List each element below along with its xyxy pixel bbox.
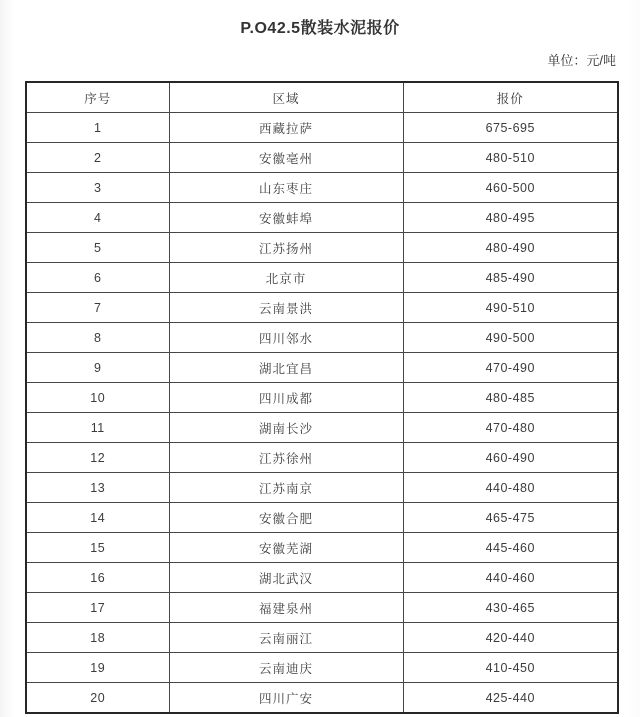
table-row: [26, 203, 618, 233]
price-cell: 480-495: [403, 203, 618, 233]
price-cell: 460-500: [403, 173, 618, 203]
table-row: [26, 233, 618, 263]
row-index-cell: 13: [26, 473, 169, 503]
table-row: [26, 683, 618, 714]
price-cell: 675-695: [403, 113, 618, 143]
region-cell: 安徽亳州: [169, 143, 403, 173]
region-cell: 安徽合肥: [169, 503, 403, 533]
row-index-cell: 4: [26, 203, 169, 233]
region-cell: 安徽蚌埠: [169, 203, 403, 233]
region-cell: 云南丽江: [169, 623, 403, 653]
row-index-cell: 8: [26, 323, 169, 353]
row-index-cell: 17: [26, 593, 169, 623]
table-row: [26, 563, 618, 593]
table-row: [26, 503, 618, 533]
cement-price-table: [25, 81, 619, 714]
row-index-cell: 10: [26, 383, 169, 413]
price-cell: 490-500: [403, 323, 618, 353]
region-cell: 江苏扬州: [169, 233, 403, 263]
region-cell: 安徽芜湖: [169, 533, 403, 563]
price-cell: 440-480: [403, 473, 618, 503]
region-cell: 山东枣庄: [169, 173, 403, 203]
row-index-cell: 12: [26, 443, 169, 473]
region-cell: 福建泉州: [169, 593, 403, 623]
price-cell: 480-485: [403, 383, 618, 413]
table-row: [26, 143, 618, 173]
table-row: [26, 443, 618, 473]
price-cell: 440-460: [403, 563, 618, 593]
region-cell: 西藏拉萨: [169, 113, 403, 143]
row-index-cell: 3: [26, 173, 169, 203]
row-index-cell: 7: [26, 293, 169, 323]
row-index-cell: 2: [26, 143, 169, 173]
price-cell: 425-440: [403, 683, 618, 714]
table-row: [26, 383, 618, 413]
unit-label: 单位：元/吨: [547, 53, 616, 68]
table-row: [26, 353, 618, 383]
table-row: [26, 623, 618, 653]
region-cell: 江苏南京: [169, 473, 403, 503]
table-row: [26, 533, 618, 563]
region-cell: 四川成都: [169, 383, 403, 413]
table-row: [26, 293, 618, 323]
table-header-row: [26, 82, 618, 113]
table-row: [26, 593, 618, 623]
region-cell: 四川邻水: [169, 323, 403, 353]
price-cell: 445-460: [403, 533, 618, 563]
price-cell: 480-490: [403, 233, 618, 263]
price-cell: 485-490: [403, 263, 618, 293]
region-cell: 江苏徐州: [169, 443, 403, 473]
col-header-index: 序号: [26, 82, 169, 113]
price-cell: 470-480: [403, 413, 618, 443]
region-cell: 北京市: [169, 263, 403, 293]
table-row: [26, 323, 618, 353]
col-header-price: 报价: [403, 82, 618, 113]
table-header: [26, 82, 618, 113]
region-cell: 湖北宜昌: [169, 353, 403, 383]
row-index-cell: 16: [26, 563, 169, 593]
row-index-cell: 18: [26, 623, 169, 653]
row-index-cell: 19: [26, 653, 169, 683]
page-title: P.O42.5散装水泥报价: [240, 20, 400, 37]
price-cell: 480-510: [403, 143, 618, 173]
table-body: [26, 113, 618, 714]
row-index-cell: 6: [26, 263, 169, 293]
col-header-region: 区域: [169, 82, 403, 113]
row-index-cell: 11: [26, 413, 169, 443]
table-row: [26, 473, 618, 503]
price-cell: 410-450: [403, 653, 618, 683]
row-index-cell: 14: [26, 503, 169, 533]
table-row: [26, 113, 618, 143]
price-cell: 460-490: [403, 443, 618, 473]
price-cell: 470-490: [403, 353, 618, 383]
row-index-cell: 5: [26, 233, 169, 263]
row-index-cell: 15: [26, 533, 169, 563]
price-cell: 420-440: [403, 623, 618, 653]
table-row: [26, 653, 618, 683]
region-cell: 四川广安: [169, 683, 403, 714]
price-cell: 430-465: [403, 593, 618, 623]
row-index-cell: 20: [26, 683, 169, 714]
price-cell: 465-475: [403, 503, 618, 533]
table-row: [26, 173, 618, 203]
row-index-cell: 9: [26, 353, 169, 383]
region-cell: 湖北武汉: [169, 563, 403, 593]
table-row: [26, 263, 618, 293]
row-index-cell: 1: [26, 113, 169, 143]
region-cell: 云南迪庆: [169, 653, 403, 683]
region-cell: 云南景洪: [169, 293, 403, 323]
region-cell: 湖南长沙: [169, 413, 403, 443]
table-row: [26, 413, 618, 443]
price-cell: 490-510: [403, 293, 618, 323]
